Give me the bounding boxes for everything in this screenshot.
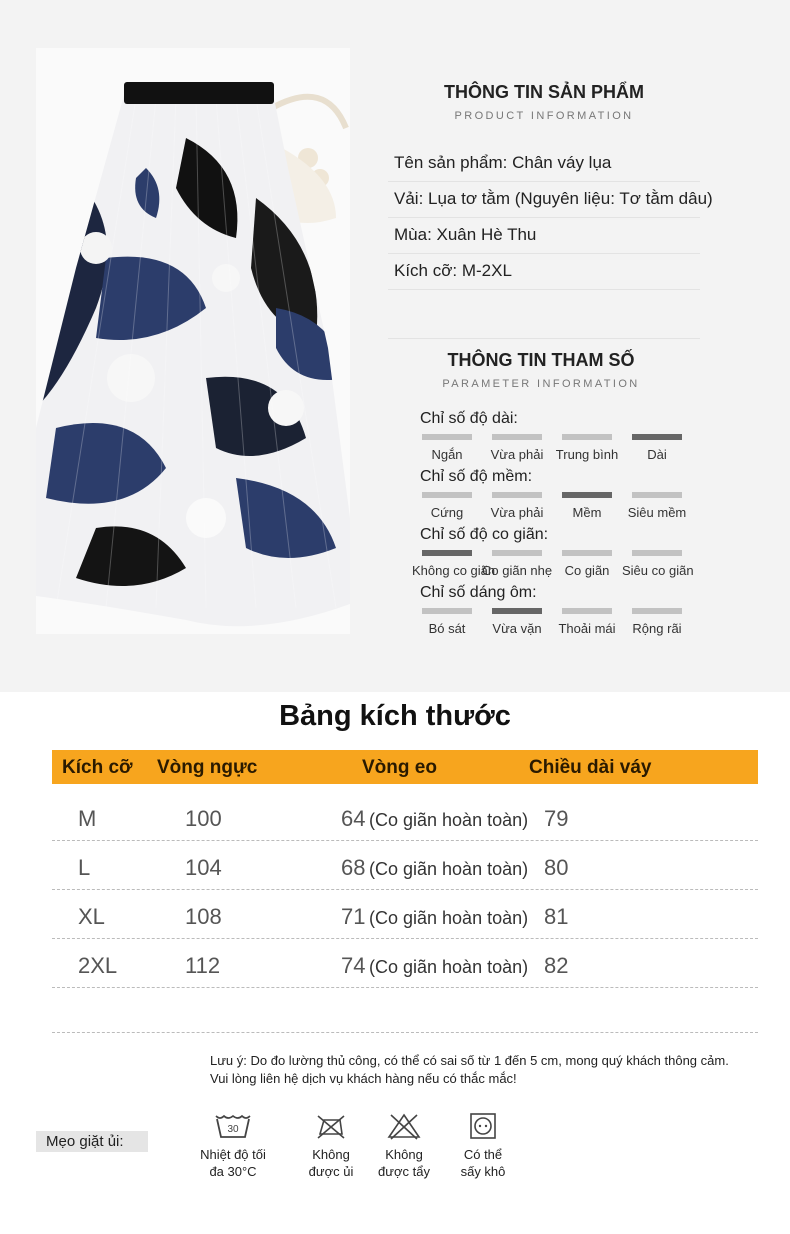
header-waist: Vòng eo (362, 757, 437, 778)
cell-waist: 68 (341, 855, 366, 880)
cell-length: 81 (544, 904, 569, 929)
table-row (52, 792, 758, 841)
cell-waist-note: (Co giãn hoàn toàn) (369, 957, 529, 977)
cell-waist: 64 (341, 806, 366, 831)
cell-length: 80 (544, 855, 569, 880)
parameter-info-subtitle: PARAMETER INFORMATION (442, 378, 640, 390)
cell-length: 82 (544, 953, 569, 978)
param-option-label: Co giãn (564, 563, 610, 578)
care-text-line: được tẩy (378, 1164, 430, 1179)
care-text-line: đa 30°C (209, 1164, 257, 1179)
param-option (412, 492, 482, 520)
param-option (482, 434, 552, 462)
param-option-label: Không co giãn (412, 563, 496, 578)
param-fit (400, 608, 690, 648)
care-item-dry (438, 1112, 528, 1180)
size-chart-title: Bảng kích thước (279, 700, 511, 732)
header-chest: Vòng ngực (157, 757, 258, 778)
param-option (412, 608, 482, 636)
cell-size: L (78, 855, 91, 880)
no-bleach-icon (386, 1112, 422, 1140)
cell-chest: 108 (185, 904, 222, 929)
measurement-note-line2: Vui lòng liên hệ dịch vụ khách hàng nếu có thắc mắc! (210, 1071, 517, 1086)
param-option (622, 492, 692, 520)
param-bar (562, 434, 612, 440)
param-option (482, 608, 552, 636)
param-bar (632, 608, 682, 614)
info-row-name: Tên sản phẩm: Chân váy lụa (388, 146, 700, 182)
param-option (622, 434, 692, 462)
table-row (52, 939, 758, 988)
care-item-bleach (359, 1112, 449, 1180)
param-option (622, 550, 692, 578)
cell-size: M (78, 806, 97, 831)
param-option-label: Rộng rãi (632, 621, 682, 636)
care-text-line: được ủi (308, 1164, 354, 1179)
param-option-label: Dài (647, 447, 667, 462)
table-row (52, 841, 758, 890)
cell-length: 79 (544, 806, 569, 831)
cell-chest: 100 (185, 806, 222, 831)
info-row-season: Mùa: Xuân Hè Thu (388, 218, 700, 254)
param-option (412, 434, 482, 462)
care-item-wash (188, 1112, 278, 1180)
no-iron-icon (314, 1112, 348, 1140)
param-bar (492, 492, 542, 498)
care-label: Mẹo giặt ủi: (36, 1131, 148, 1152)
param-heading-fit: Chỉ số dáng ôm: (420, 584, 537, 601)
care-text (438, 1146, 528, 1180)
info-row-size: Kích cỡ: M-2XL (388, 254, 700, 290)
param-heading-stretch: Chỉ số độ co giãn: (420, 526, 549, 543)
care-text-line: Có thể (463, 1147, 503, 1162)
skirt-image (36, 48, 350, 634)
param-option-label: Thoải mái (558, 621, 616, 636)
cell-waist: 74 (341, 953, 366, 978)
header-size: Kích cỡ (62, 757, 133, 778)
param-bar (422, 492, 472, 498)
param-bar (492, 608, 542, 614)
cell-waist: 71 (341, 904, 366, 929)
measurement-note (210, 1052, 770, 1088)
param-option (552, 492, 622, 520)
param-option-label: Co giãn nhẹ (482, 563, 553, 578)
param-heading-length: Chỉ số độ dài: (420, 410, 518, 427)
param-bar (632, 550, 682, 556)
param-bar (422, 608, 472, 614)
param-option-label: Ngắn (431, 447, 463, 462)
param-option-label: Vừa vặn (492, 621, 542, 636)
param-option-label: Cứng (430, 505, 464, 520)
param-option-label: Trung bình (555, 447, 619, 462)
tumble-dry-icon (468, 1112, 498, 1140)
cell-waist-note: (Co giãn hoàn toàn) (369, 908, 529, 928)
care-text-line: Không (385, 1147, 423, 1162)
wash-30-icon (213, 1112, 253, 1140)
param-option (482, 550, 552, 578)
cell-waist-note: (Co giãn hoàn toàn) (369, 859, 529, 879)
param-option-label: Vừa phải (490, 447, 544, 462)
care-text (188, 1146, 278, 1180)
product-info-list (388, 146, 713, 290)
header-length: Chiều dài váy (529, 757, 652, 778)
wash-temp-label: 30 (227, 1124, 239, 1135)
product-info-title: THÔNG TIN SẢN PHẨM (444, 82, 644, 102)
product-photo (36, 48, 350, 634)
param-option (552, 608, 622, 636)
param-option (622, 608, 692, 636)
cell-chest: 104 (185, 855, 222, 880)
info-row-fabric: Vải: Lụa tơ tằm (Nguyên liệu: Tơ tằm dâu) (388, 182, 700, 218)
care-text-line: sấy khô (460, 1164, 506, 1179)
care-text-line: Nhiệt độ tối (200, 1147, 266, 1162)
param-option-label: Siêu mềm (627, 505, 687, 520)
param-option-label: Siêu co giãn (622, 563, 694, 578)
param-option-label: Mềm (572, 505, 602, 520)
param-bar (492, 550, 542, 556)
param-bar (422, 434, 472, 440)
product-info-subtitle: PRODUCT INFORMATION (454, 110, 634, 122)
param-bar (632, 434, 682, 440)
parameter-info-title: THÔNG TIN THAM SỐ (447, 350, 635, 370)
cell-chest: 112 (185, 953, 221, 978)
measurement-note-line1: Lưu ý: Do đo lường thủ công, có thể có sai số từ 1 đến 5 cm, mong quý khách thông cảm. (210, 1053, 729, 1068)
param-option (552, 550, 622, 578)
cell-size: XL (78, 904, 105, 929)
param-option (552, 434, 622, 462)
param-heading-softness: Chỉ số độ mềm: (420, 468, 533, 485)
param-bar (562, 608, 612, 614)
care-text (359, 1146, 449, 1180)
cell-size: 2XL (78, 953, 118, 978)
cell-waist-note: (Co giãn hoàn toàn) (369, 810, 529, 830)
param-bar (562, 550, 612, 556)
param-option (412, 550, 496, 578)
param-bar (632, 492, 682, 498)
table-row (52, 890, 758, 939)
care-text-line: Không (312, 1147, 350, 1162)
param-bar (562, 492, 612, 498)
divider (388, 338, 700, 339)
size-chart-header (52, 750, 758, 784)
param-bar (492, 434, 542, 440)
param-option-label: Vừa phải (490, 505, 544, 520)
param-option-label: Bó sát (428, 621, 466, 636)
table-bottom-line (52, 1032, 758, 1033)
param-bar (422, 550, 472, 556)
param-option (482, 492, 552, 520)
